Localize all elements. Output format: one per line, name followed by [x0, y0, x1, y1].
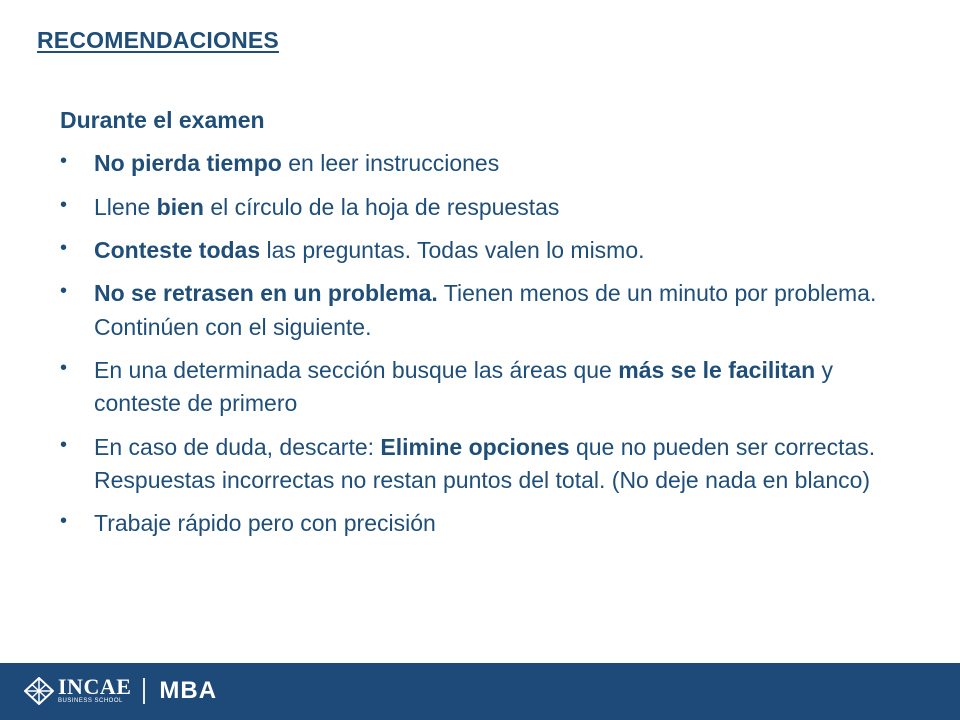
- footer-bar: [0, 663, 960, 720]
- bullet-text: Tienen menos de un minuto por problema. Continúen con el siguiente.: [94, 280, 877, 340]
- bullet-text: en leer instrucciones: [281, 150, 500, 177]
- bullet-glyph: •: [60, 433, 68, 456]
- incae-logo: [24, 674, 218, 705]
- bullet-item: [60, 507, 920, 540]
- bullet-text: Llene: [94, 193, 157, 220]
- bullet-text: Trabaje rápido pero con precisión: [94, 510, 436, 537]
- bullet-text-bold: No pierda tiempo: [94, 150, 282, 177]
- bullet-text-bold: bien: [156, 193, 204, 220]
- bullet-text: y conteste de primero: [94, 357, 834, 417]
- bullet-glyph: •: [60, 237, 68, 260]
- bullet-list: [60, 147, 920, 540]
- bullet-text-bold: más se le facilitan: [618, 357, 816, 384]
- program-label: MBA: [159, 677, 218, 704]
- bullet-glyph: •: [60, 280, 68, 303]
- bullet-text: En una determinada sección busque las áreas que: [94, 357, 619, 384]
- bullet-text: el círculo de la hoja de respuestas: [203, 193, 560, 220]
- bullet-glyph: •: [60, 193, 68, 216]
- slide-content: [60, 104, 920, 551]
- globe-icon: [24, 677, 54, 705]
- bullet-item: [60, 191, 920, 224]
- bullet-text: En caso de duda, descarte:: [94, 433, 381, 460]
- bullet-glyph: •: [60, 150, 68, 173]
- logo-name: INCAE: [58, 674, 132, 699]
- bullet-item: [60, 277, 920, 344]
- bullet-item: [60, 354, 920, 421]
- bullet-glyph: •: [60, 510, 68, 533]
- bullet-text: las preguntas. Todas valen lo mismo.: [260, 237, 645, 264]
- bullet-text-bold: No se retrasen en un problema.: [94, 280, 438, 307]
- bullet-text: que no pueden ser correctas. Respuestas incorrectas no restan puntos del total. (No deje nada en blanco): [94, 433, 876, 494]
- footer-divider: [143, 678, 145, 704]
- bullet-item: [60, 234, 920, 267]
- logo-subtitle: BUSINESS SCHOOL: [58, 698, 123, 704]
- bullet-item: [60, 147, 920, 180]
- bullet-glyph: •: [60, 357, 68, 380]
- bullet-text-bold: Conteste todas: [94, 237, 261, 264]
- slide-title: RECOMENDACIONES: [37, 27, 279, 53]
- section-heading: Durante el examen: [60, 107, 265, 133]
- bullet-text-bold: Elimine opciones: [380, 433, 570, 460]
- bullet-item: [60, 431, 920, 498]
